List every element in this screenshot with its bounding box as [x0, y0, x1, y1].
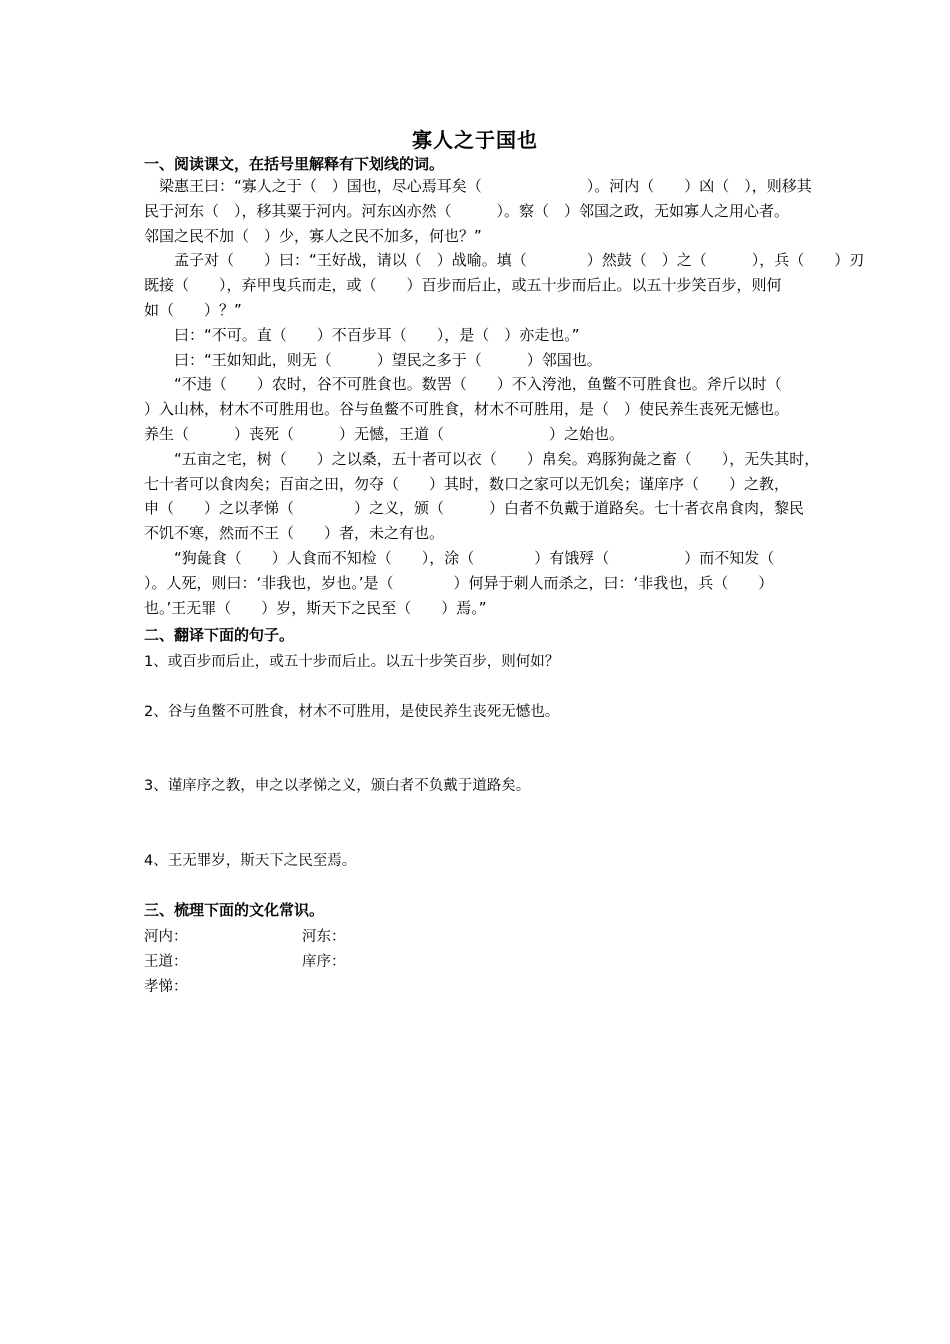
translation-item: 4、王无罪岁，斯天下之民至焉。	[144, 853, 357, 869]
page-title: 寡人之于国也	[412, 128, 538, 152]
section1-heading: 一、阅读课文，在括号里解释有下划线的词。	[144, 155, 445, 173]
passage-line: 既接（ ），弃甲曳兵而走，或（ ）百步而后止，或五十步而后止。以五十步笑百步，则何	[144, 276, 782, 294]
passage-line: 梁惠王曰：“寡人之于（ ）国也，尽心焉耳矣（ ）。河内（ ）凶（ ），则移其	[144, 177, 812, 195]
passage-line: 孟子对（ ）曰：“王好战，请以（ ）战喻。填（ ）然鼓（ ）之（ ），兵（ ）刃	[144, 251, 865, 269]
passage-line: 不饥不寒，然而不王（ ）者，未之有也。	[144, 524, 445, 542]
term-label: 王道：	[144, 954, 188, 970]
passage-line: “狗彘食（ ）人食而不知检（ ），涂（ ）有饿殍（ ）而不知发（	[144, 549, 775, 567]
passage-line: 也。’王无罪（ ）岁，斯天下之民至（ ）焉。”	[144, 599, 487, 617]
section2-heading: 二、翻译下面的句子。	[144, 626, 295, 644]
passage-line: 曰：“王如知此，则无（ ）望民之多于（ ）邻国也。	[144, 351, 602, 369]
term-label: 河东：	[302, 929, 346, 945]
term-label: 河内：	[144, 929, 188, 945]
translation-item: 1、或百步而后止，或五十步而后止。以五十步笑百步，则何如？	[144, 654, 560, 670]
section3-heading: 三、梳理下面的文化常识。	[144, 901, 325, 919]
passage-line: “不违（ ）农时，谷不可胜食也。数罟（ ）不入洿池，鱼鳖不可胜食也。斧斤以时（	[144, 375, 782, 393]
passage-line: ）入山林，材木不可胜用也。谷与鱼鳖不可胜食，材木不可胜用，是（ ）使民养生丧死无憾也。	[144, 400, 790, 418]
passage-line: “五亩之宅，树（ ）之以桑，五十者可以衣（ ）帛矣。鸡豚狗彘之畜（ ），无失其时，	[144, 450, 820, 468]
passage-line: 曰：“不可。直（ ）不百步耳（ ），是（ ）亦走也。”	[144, 326, 580, 344]
passage-line: 七十者可以食肉矣；百亩之田，勿夺（ ）其时，数口之家可以无饥矣；谨庠序（ ）之教，	[144, 475, 790, 493]
passage-line: 民于河东（ ），移其粟于河内。河东凶亦然（ ）。察（ ）邻国之政，无如寡人之用心者。	[144, 202, 790, 220]
passage-line: ）。人死，则曰：‘非我也，岁也。’是（ ）何异于刺人而杀之，曰：‘非我也，兵（ ）	[144, 574, 774, 592]
passage-line: 申（ ）之以孝悌（ ）之义，颁（ ）白者不负戴于道路矣。七十者衣帛食肉，黎民	[144, 499, 805, 517]
term-label: 孝悌：	[144, 979, 188, 995]
passage-line: 如（ ）？”	[144, 301, 242, 319]
term-label: 庠序：	[302, 954, 346, 970]
passage-line: 养生（ ）丧死（ ）无憾，王道（ ）之始也。	[144, 425, 625, 443]
passage-line: 邻国之民不加（ ）少，寡人之民不加多，何也？”	[144, 227, 482, 245]
translation-item: 3、谨庠序之教，申之以孝悌之义，颁白者不负戴于道路矣。	[144, 778, 531, 794]
translation-item: 2、谷与鱼鳖不可胜食，材木不可胜用，是使民养生丧死无憾也。	[144, 704, 560, 720]
